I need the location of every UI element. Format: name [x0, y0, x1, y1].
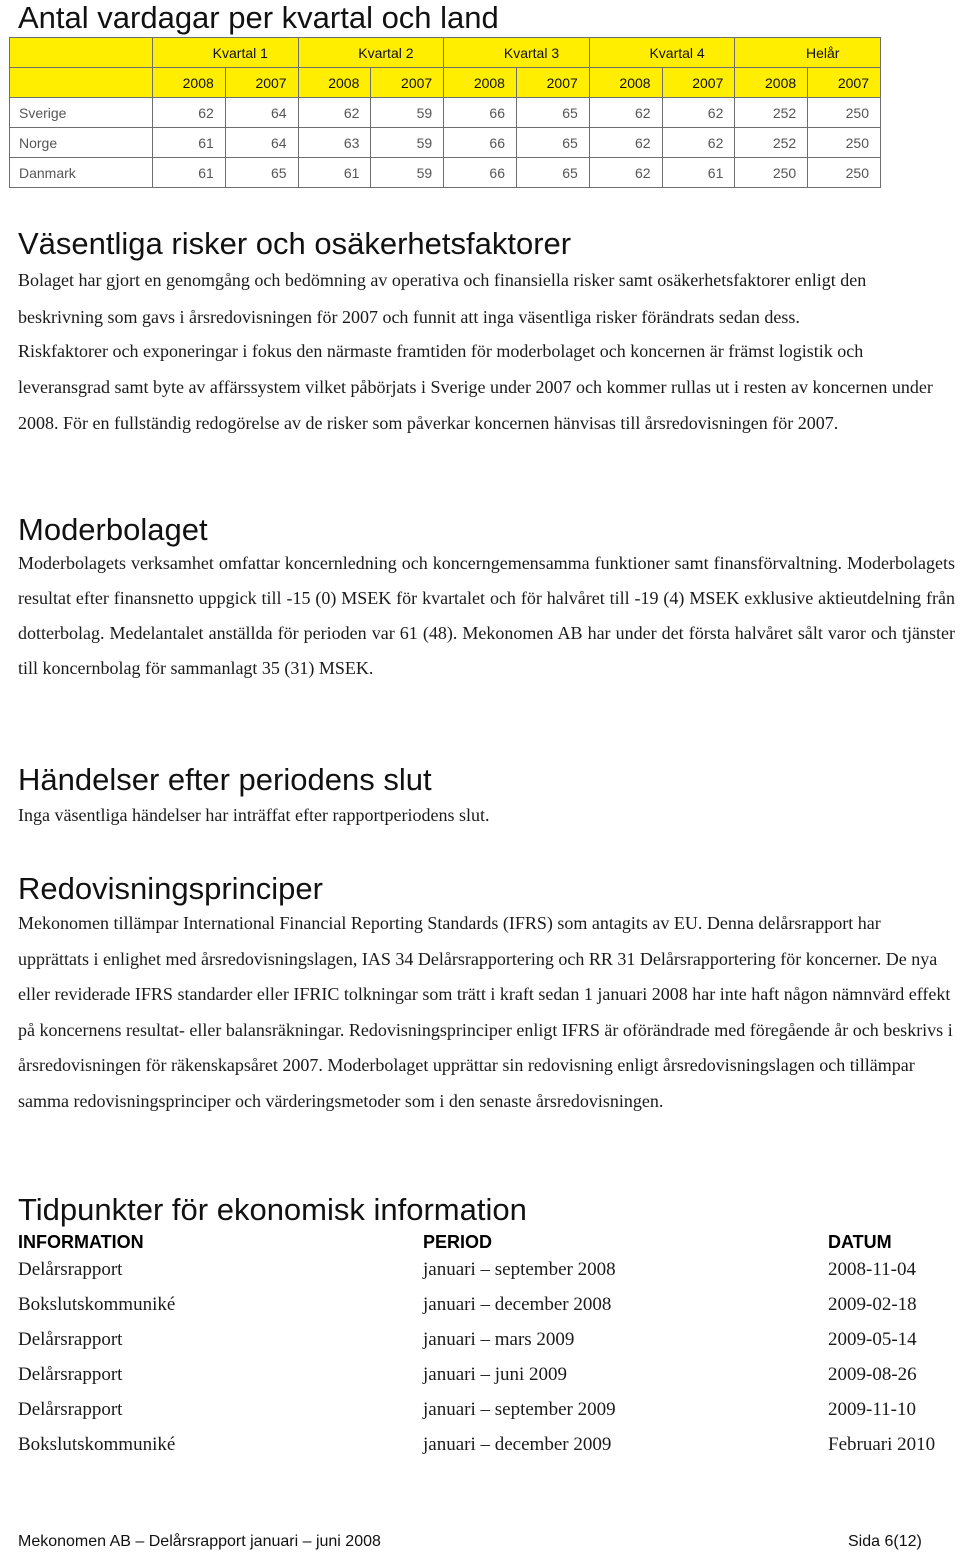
value-cell: 250	[808, 128, 881, 158]
calendar-info: Bokslutskommuniké	[18, 1434, 176, 1455]
full-year-header: Helår	[735, 38, 881, 68]
value-cell: 66	[444, 128, 517, 158]
year-header: 2008	[298, 68, 371, 98]
calendar-period: januari – december 2009	[423, 1434, 612, 1455]
year-header: 2007	[225, 68, 298, 98]
quarter-header-row	[10, 38, 881, 68]
parent-company-paragraph: Moderbolagets verksamhet omfattar koncernledning och koncerngemensamma funktioner samt finansförvaltning. Moderbolagets resultat efter finansnetto uppgick till -15 (0) MSEK för kvartalet och för halvåret till -19 (4) MSEK exklusive aktieutdelning från dotterbolag. Medelantalet anställda för perioden var 61 (48). Mekonomen AB har under det första halvåret sålt varor och tjänster till koncernbolag för sammanlagt 35 (31) MSEK.	[18, 553, 955, 678]
parent-company-heading: Moderbolaget	[18, 512, 208, 547]
value-cell: 59	[371, 98, 444, 128]
quarter-header: Kvartal 3	[444, 38, 590, 68]
value-cell: 250	[735, 158, 808, 188]
financial-calendar-heading: Tidpunkter för ekonomisk information	[18, 1192, 527, 1227]
risks-paragraph-1: Bolaget har gjort en genomgång och bedömning av operativa och finansiella risker samt osäkerhetsfaktorer enligt den beskrivning som gavs i årsredovisningen för 2007 och funnit att inga väsentliga risker förändrats sedan dess.	[18, 270, 867, 327]
empty-corner-cell	[10, 68, 153, 98]
value-cell: 59	[371, 158, 444, 188]
calendar-date: Februari 2010	[828, 1434, 936, 1455]
calendar-period: januari – juni 2009	[423, 1364, 568, 1385]
working-days-table	[9, 37, 881, 188]
risks-paragraph-2: Riskfaktorer och exponeringar i fokus den närmaste framtiden för moderbolaget och koncernen är främst logistik och leveransgrad samt byte av affärssystem vilket påbörjats i Sverige under 2007 och kommer rullas ut i resten av koncernen under 2008. För en fullständig redogörelse av de risker som påverkar koncernen hänvisas till årsredovisningen för 2007.	[18, 341, 933, 433]
value-cell: 62	[662, 128, 735, 158]
value-cell: 61	[153, 158, 226, 188]
value-cell: 63	[298, 128, 371, 158]
value-cell: 61	[153, 128, 226, 158]
value-cell: 65	[516, 128, 589, 158]
table-row	[10, 158, 881, 188]
value-cell: 252	[735, 98, 808, 128]
calendar-period: januari – september 2009	[423, 1399, 616, 1420]
quarter-header: Kvartal 4	[589, 38, 735, 68]
country-cell: Danmark	[10, 158, 153, 188]
value-cell: 66	[444, 98, 517, 128]
accounting-principles-heading: Redovisningsprinciper	[18, 871, 323, 906]
value-cell: 250	[808, 98, 881, 128]
value-cell: 61	[662, 158, 735, 188]
year-header: 2008	[444, 68, 517, 98]
calendar-date: 2009-11-10	[828, 1399, 916, 1420]
table-title: Antal vardagar per kvartal och land	[18, 0, 499, 35]
calendar-period: januari – mars 2009	[423, 1329, 575, 1350]
subsequent-events-heading: Händelser efter periodens slut	[18, 762, 432, 797]
value-cell: 65	[516, 98, 589, 128]
footer-report-title: Mekonomen AB – Delårsrapport januari – juni 2008	[18, 1533, 381, 1550]
table-row	[10, 98, 881, 128]
year-header: 2008	[589, 68, 662, 98]
col-header-period: PERIOD	[423, 1232, 493, 1252]
risks-heading: Väsentliga risker och osäkerhetsfaktorer	[18, 226, 572, 261]
value-cell: 64	[225, 98, 298, 128]
calendar-info: Delårsrapport	[18, 1329, 123, 1350]
country-cell: Sverige	[10, 98, 153, 128]
year-header: 2007	[371, 68, 444, 98]
page-number: Sida 6(12)	[848, 1533, 922, 1550]
year-header: 2008	[735, 68, 808, 98]
year-header: 2007	[516, 68, 589, 98]
subsequent-events-paragraph: Inga väsentliga händelser har inträffat efter rapportperiodens slut.	[18, 805, 490, 825]
value-cell: 61	[298, 158, 371, 188]
table-row	[10, 128, 881, 158]
quarter-header: Kvartal 2	[298, 38, 444, 68]
value-cell: 62	[589, 98, 662, 128]
value-cell: 250	[808, 158, 881, 188]
value-cell: 64	[225, 128, 298, 158]
calendar-date: 2009-02-18	[828, 1294, 917, 1315]
value-cell: 65	[225, 158, 298, 188]
value-cell: 65	[516, 158, 589, 188]
value-cell: 62	[589, 128, 662, 158]
calendar-period: januari – december 2008	[423, 1294, 612, 1315]
calendar-info: Bokslutskommuniké	[18, 1294, 176, 1315]
accounting-principles-paragraph: Mekonomen tillämpar International Financial Reporting Standards (IFRS) som antagits av EU. Denna delårsrapport har upprättats i enlighet med årsredovisningslagen, IAS 34 Delårsrapportering och RR 31 Delårsrapportering för koncerner. De nya eller reviderade IFRS standarder eller IFRIC tolkningar som trätt i kraft sedan 1 januari 2008 har inte haft någon nämnvärd effekt på koncernens resultat- eller balansräkningar. Redovisningsprinciper enligt IFRS är oförändrade med föregående år och beskrivs i årsredovisningen för räkenskapsåret 2007. Moderbolaget upprättar sin redovisning enligt årsredovisningslagen och tillämpar samma redovisningsprinciper och värderingsmetoder som i den senaste årsredovisningen.	[18, 913, 953, 1111]
calendar-date: 2009-08-26	[828, 1364, 917, 1385]
calendar-period: januari – september 2008	[423, 1259, 616, 1280]
value-cell: 252	[735, 128, 808, 158]
calendar-info: Delårsrapport	[18, 1259, 123, 1280]
year-header: 2007	[808, 68, 881, 98]
year-header: 2008	[153, 68, 226, 98]
value-cell: 62	[589, 158, 662, 188]
quarter-header: Kvartal 1	[153, 38, 299, 68]
value-cell: 62	[298, 98, 371, 128]
calendar-date: 2009-05-14	[828, 1329, 917, 1350]
year-header: 2007	[662, 68, 735, 98]
col-header-information: INFORMATION	[18, 1232, 144, 1252]
calendar-date: 2008-11-04	[828, 1259, 916, 1280]
calendar-info: Delårsrapport	[18, 1399, 123, 1420]
empty-corner-cell	[10, 38, 153, 68]
value-cell: 62	[662, 98, 735, 128]
value-cell: 66	[444, 158, 517, 188]
value-cell: 59	[371, 128, 444, 158]
col-header-date: DATUM	[828, 1232, 892, 1252]
value-cell: 62	[153, 98, 226, 128]
country-cell: Norge	[10, 128, 153, 158]
year-header-row	[10, 68, 881, 98]
calendar-info: Delårsrapport	[18, 1364, 123, 1385]
